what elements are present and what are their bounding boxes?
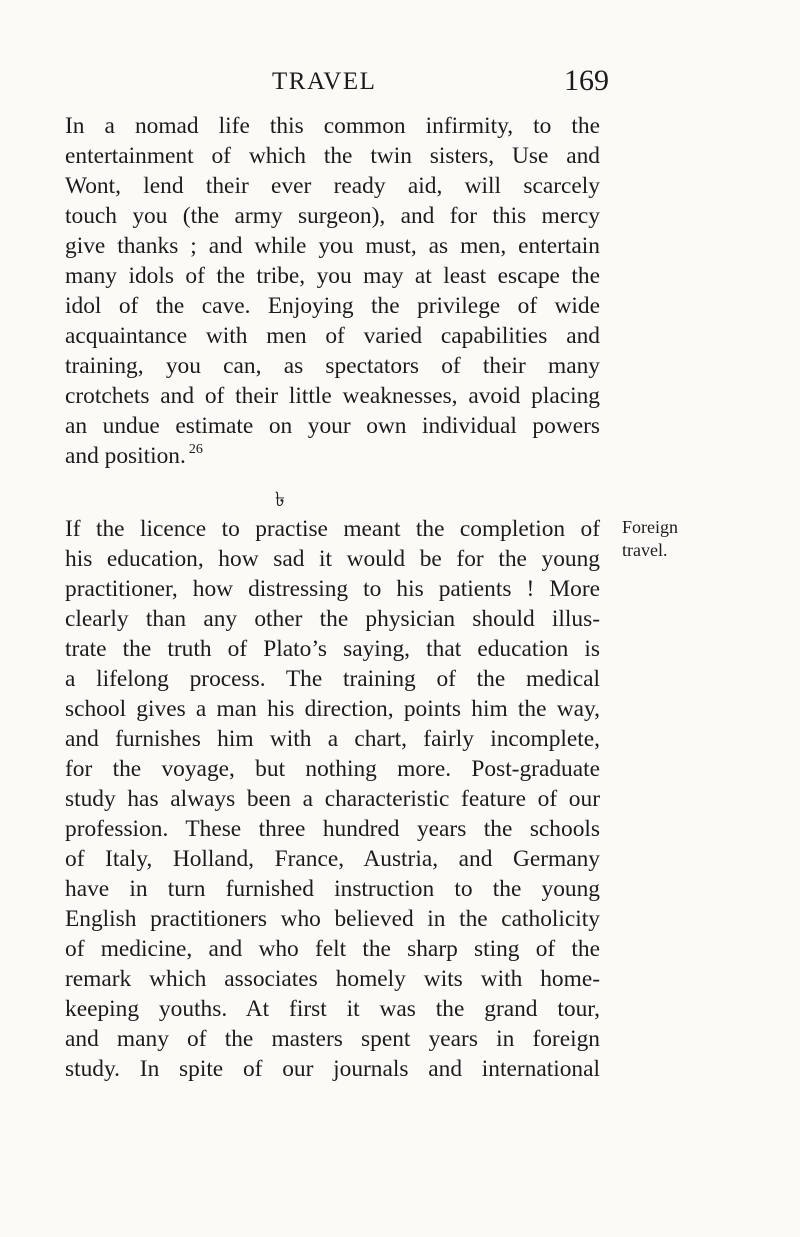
text-line: crotchets and of their little weaknesses, avoid placing	[65, 383, 600, 409]
text-line: keeping youths. At first it was the grand tour,	[65, 996, 600, 1022]
text-line: study. In spite of our journals and international	[65, 1056, 600, 1082]
text-line: In a nomad life this common infirmity, to the	[65, 113, 600, 139]
text-line: remark which associates homely wits with home-	[65, 966, 600, 992]
section-ornament: ৳	[275, 489, 285, 511]
marginal-note-line: Foreign	[622, 517, 678, 537]
text-line-content: and position.	[65, 443, 186, 469]
text-line: have in turn furnished instruction to the young	[65, 876, 600, 902]
marginal-note-line: travel.	[622, 540, 668, 560]
text-line: for the voyage, but nothing more. Post-graduate	[65, 756, 600, 782]
text-line: acquaintance with men of varied capabilities and	[65, 323, 600, 349]
text-line: Wont, lend their ever ready aid, will scarcely	[65, 173, 600, 199]
text-line: a lifelong process. The training of the medical	[65, 666, 600, 692]
text-line: touch you (the army surgeon), and for this mercy	[65, 203, 600, 229]
text-line: If the licence to practise meant the completion of	[65, 516, 600, 542]
text-line: English practitioners who believed in the catholicity	[65, 906, 600, 932]
text-line-last	[65, 441, 600, 471]
text-line: and furnishes him with a chart, fairly incomplete,	[65, 726, 600, 752]
text-line: and many of the masters spent years in foreign	[65, 1026, 600, 1052]
text-line: many idols of the tribe, you may at least escape the	[65, 263, 600, 289]
text-line: idol of the cave. Enjoying the privilege of wide	[65, 293, 600, 319]
text-line: profession. These three hundred years the schools	[65, 816, 600, 842]
text-line: entertainment of which the twin sisters, Use and	[65, 143, 600, 169]
paragraph-1	[65, 111, 600, 471]
text-line: give thanks ; and while you must, as men, entertain	[65, 233, 600, 259]
page-number: 169	[564, 64, 609, 97]
text-line: study has always been a characteristic feature of our	[65, 786, 600, 812]
paragraph-2	[65, 514, 600, 1084]
text-line: his education, how sad it would be for the young	[65, 546, 600, 572]
text-line: clearly than any other the physician should illus-	[65, 606, 600, 632]
text-line: school gives a man his direction, points him the way,	[65, 696, 600, 722]
marginal-note	[622, 516, 678, 562]
text-line: trate the truth of Plato’s saying, that education is	[65, 636, 600, 662]
text-line: training, you can, as spectators of their many	[65, 353, 600, 379]
text-line: of Italy, Holland, France, Austria, and Germany	[65, 846, 600, 872]
running-head-title: TRAVEL	[272, 68, 377, 95]
text-line: practitioner, how distressing to his patients ! More	[65, 576, 600, 602]
text-line: of medicine, and who felt the sharp sting of the	[65, 936, 600, 962]
footnote-reference: 26	[188, 442, 203, 457]
text-line: an undue estimate on your own individual powers	[65, 413, 600, 439]
